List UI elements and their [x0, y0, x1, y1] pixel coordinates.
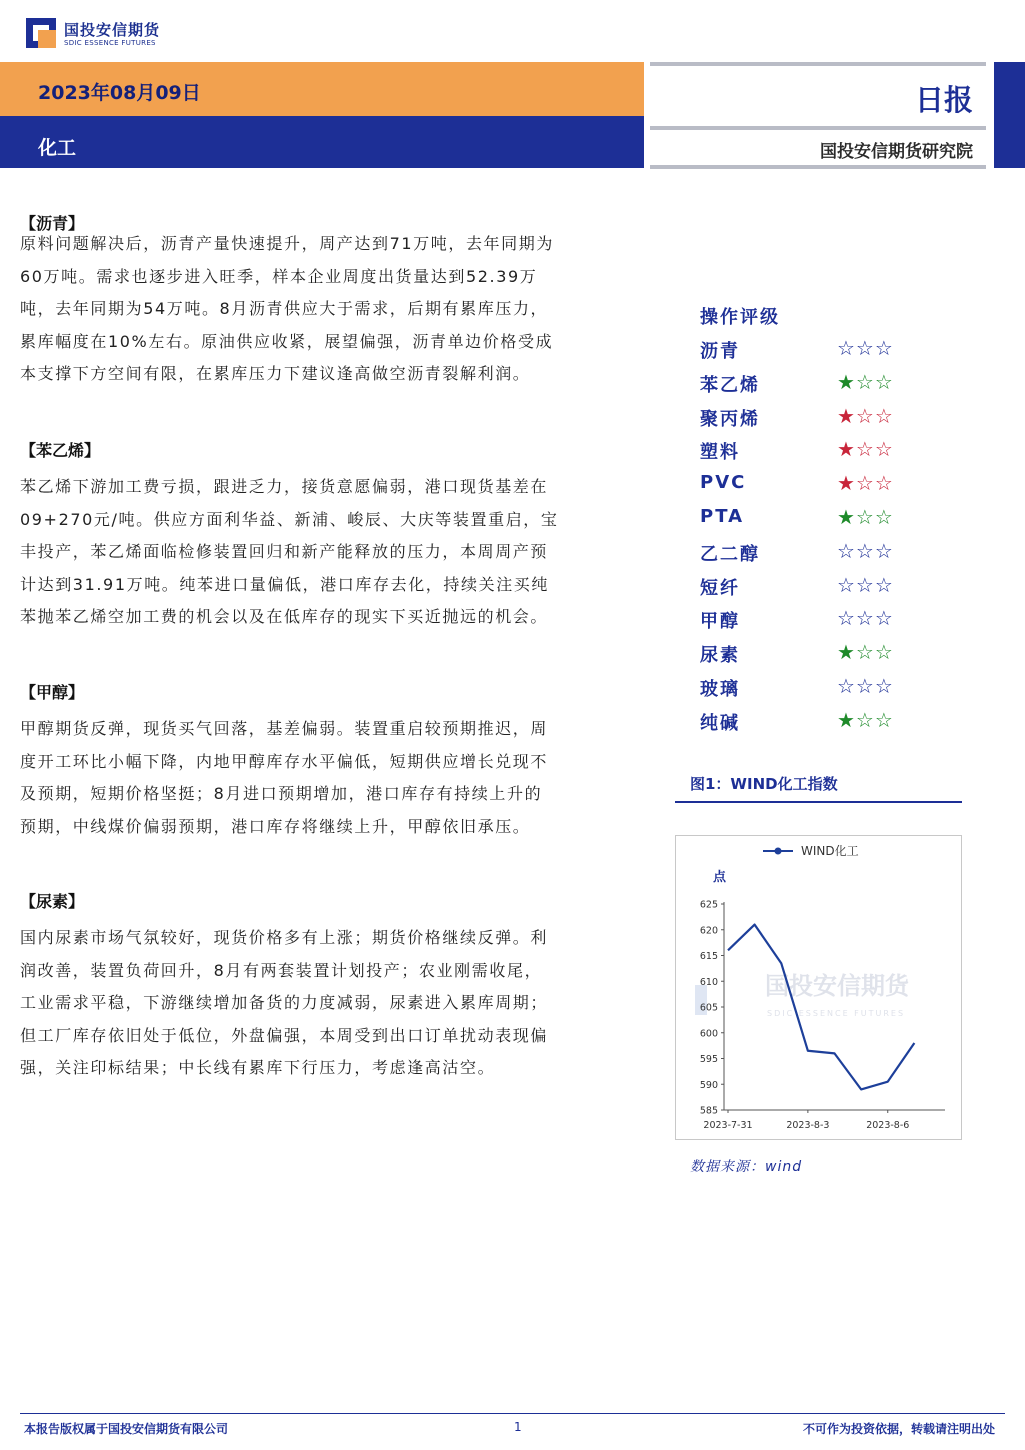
text-line: 苯抛苯乙烯空加工费的机会以及在低库存的现实下买近抛远的机会。 — [20, 607, 549, 627]
rating-row — [700, 438, 960, 468]
x-tick-label: 2023-8-6 — [866, 1120, 910, 1131]
footer-disclaimer: 不可作为投资依据，转载请注明出处 — [802, 1422, 995, 1436]
section-body-methanol — [20, 713, 620, 843]
legend-marker — [775, 848, 782, 855]
y-tick-label: 610 — [699, 976, 718, 988]
logo-name-cn: 国投安信期货 — [64, 21, 161, 39]
text-line: 丰投产，苯乙烯面临检修装置回归和新产能释放的压力，本周周产预 — [20, 542, 549, 562]
rating-stars-icon: ☆☆☆ — [837, 674, 894, 698]
rating-row — [700, 675, 960, 705]
text-line: 强，关注印标结果；中长线有累库下行压力，考虑逢高沽空。 — [20, 1058, 496, 1078]
text-line: 苯乙烯下游加工费亏损，跟进乏力，接货意愿偏弱，港口现货基差在 — [20, 477, 549, 496]
header-sector-bar — [0, 116, 644, 168]
header-divider-top — [650, 62, 986, 66]
header-divider-middle — [650, 126, 986, 130]
rating-row — [700, 506, 960, 536]
rating-name: 聚丙烯 — [700, 408, 760, 430]
text-line: 本支撑下方空间有限，在累库压力下建议逢高做空沥青裂解利润。 — [20, 364, 531, 384]
rating-stars-icon: ★☆☆ — [837, 471, 894, 496]
rating-row — [700, 371, 960, 401]
rating-row — [700, 337, 960, 367]
footer-copyright: 本报告版权属于国投安信期货有限公司 — [24, 1422, 229, 1436]
rating-row — [700, 574, 960, 604]
y-axis-label: 点 — [713, 870, 727, 885]
section-body-urea — [20, 922, 620, 1085]
text-line: 吨，去年同期为54万吨。8月沥青供应大于需求，后期有累库压力， — [20, 299, 549, 319]
rating-stars-icon: ☆☆☆ — [837, 606, 894, 631]
figure-source: 数据来源：wind — [690, 1159, 803, 1175]
header-edge-block — [994, 62, 1025, 168]
text-line: 甲醇期货反弹，现货买气回落，基差偏弱。装置重启较预期推迟，周 — [20, 719, 549, 738]
rating-stars-icon: ★☆☆ — [837, 505, 894, 529]
section-title-styrene: 【苯乙烯】 — [20, 441, 101, 460]
text-line: 度开工环比小幅下降，内地甲醇库存水平偏低，短期供应增长兑现不 — [20, 751, 549, 771]
rating-row — [700, 540, 960, 570]
text-line: 累库幅度在10%左右。原油供应收紧，展望偏强，沥青单边价格受成 — [20, 331, 554, 351]
rating-stars-icon: ★☆☆ — [837, 437, 894, 462]
rating-stars-icon: ☆☆☆ — [837, 538, 894, 563]
rating-title: 操作评级 — [700, 307, 780, 328]
section-title-urea: 【尿素】 — [20, 892, 85, 911]
rating-stars-icon: ★☆☆ — [837, 403, 894, 428]
institute-name: 国投安信期货研究院 — [820, 142, 973, 162]
rating-name: 尿素 — [700, 645, 740, 667]
report-type: 日报 — [914, 83, 973, 117]
x-tick-label: 2023-8-3 — [786, 1120, 830, 1131]
text-line: 计达到31.91万吨。纯苯进口量偏低，港口库存去化，持续关注买纯 — [20, 574, 550, 594]
rating-row — [700, 607, 960, 637]
rating-name: 短纤 — [700, 577, 740, 599]
rating-stars-icon: ★☆☆ — [837, 369, 894, 394]
text-line: 预期，中线煤价偏弱预期，港口库存将继续上升，甲醇依旧承压。 — [20, 816, 531, 836]
rating-row — [700, 641, 960, 671]
rating-name: PTA — [700, 506, 745, 527]
chart-watermark-cn: 国投安信期货 — [765, 972, 909, 1000]
text-line: 60万吨。需求也逐步进入旺季，样本企业周度出货量达到52.39万 — [20, 266, 538, 286]
rating-stars-icon: ☆☆☆ — [837, 572, 894, 597]
report-sector: 化工 — [38, 137, 77, 159]
rating-name: 玻璃 — [700, 679, 740, 700]
rating-row — [700, 709, 960, 739]
footer-rule — [20, 1413, 1005, 1414]
report-date: 2023年08月09日 — [38, 82, 201, 104]
section-title-methanol: 【甲醇】 — [20, 683, 85, 702]
rating-name: 塑料 — [700, 442, 740, 464]
rating-name: 乙二醇 — [700, 543, 760, 565]
y-tick-label: 615 — [699, 951, 718, 962]
header-divider-bottom — [650, 165, 986, 169]
y-tick-label: 590 — [699, 1079, 718, 1091]
y-tick-label: 620 — [699, 925, 718, 937]
y-tick-label: 605 — [699, 1002, 718, 1014]
x-tick-label: 2023-7-31 — [703, 1120, 753, 1131]
y-tick-label: 595 — [699, 1054, 718, 1065]
figure-title: 图1：WIND化工指数 — [690, 775, 838, 793]
chart-watermark-en: SDIC ESSENCE FUTURES — [767, 1009, 906, 1018]
rating-name: 沥青 — [700, 341, 740, 362]
rating-name: 苯乙烯 — [700, 374, 760, 396]
rating-name: 纯碱 — [700, 712, 740, 734]
text-line: 原料问题解决后，沥青产量快速提升，周产达到71万吨，去年同期为 — [20, 234, 554, 253]
section-body-asphalt — [20, 228, 620, 391]
y-tick-label: 585 — [699, 1105, 718, 1117]
logo-name-en: SDIC ESSENCE FUTURES — [64, 39, 156, 47]
company-logo-icon — [26, 18, 56, 48]
rating-row — [700, 472, 960, 502]
wind-chemical-index-chart — [675, 835, 962, 1140]
rating-stars-icon: ☆☆☆ — [837, 336, 894, 360]
rating-stars-icon: ★☆☆ — [837, 640, 894, 665]
y-tick-label: 625 — [699, 899, 718, 911]
figure-title-rule — [675, 801, 962, 803]
section-title-asphalt: 【沥青】 — [20, 214, 85, 233]
text-line: 工业需求平稳，下游继续增加备货的力度减弱，尿素进入累库周期； — [20, 993, 549, 1013]
text-line: 09+270元/吨。供应方面利华益、新浦、峻辰、大庆等装置重启，宝 — [20, 509, 559, 529]
text-line: 但工厂库存依旧处于低位，外盘偏强，本周受到出口订单扰动表现偏 — [20, 1025, 549, 1045]
page-number: 1 — [514, 1420, 522, 1434]
y-tick-label: 600 — [699, 1028, 718, 1040]
rating-name: PVC — [700, 472, 747, 494]
text-line: 及预期，短期价格坚挺；8月进口预期增加，港口库存有持续上升的 — [20, 784, 543, 804]
text-line: 国内尿素市场气氛较好，现货价格多有上涨；期货价格继续反弹。利 — [20, 928, 549, 947]
rating-row — [700, 405, 960, 435]
rating-name: 甲醇 — [700, 611, 740, 633]
text-line: 润改善，装置负荷回升，8月有两套装置计划投产；农业刚需收尾， — [20, 960, 543, 980]
legend-label: WIND化工 — [801, 844, 859, 858]
rating-stars-icon: ★☆☆ — [837, 707, 894, 732]
section-body-styrene — [20, 471, 620, 634]
